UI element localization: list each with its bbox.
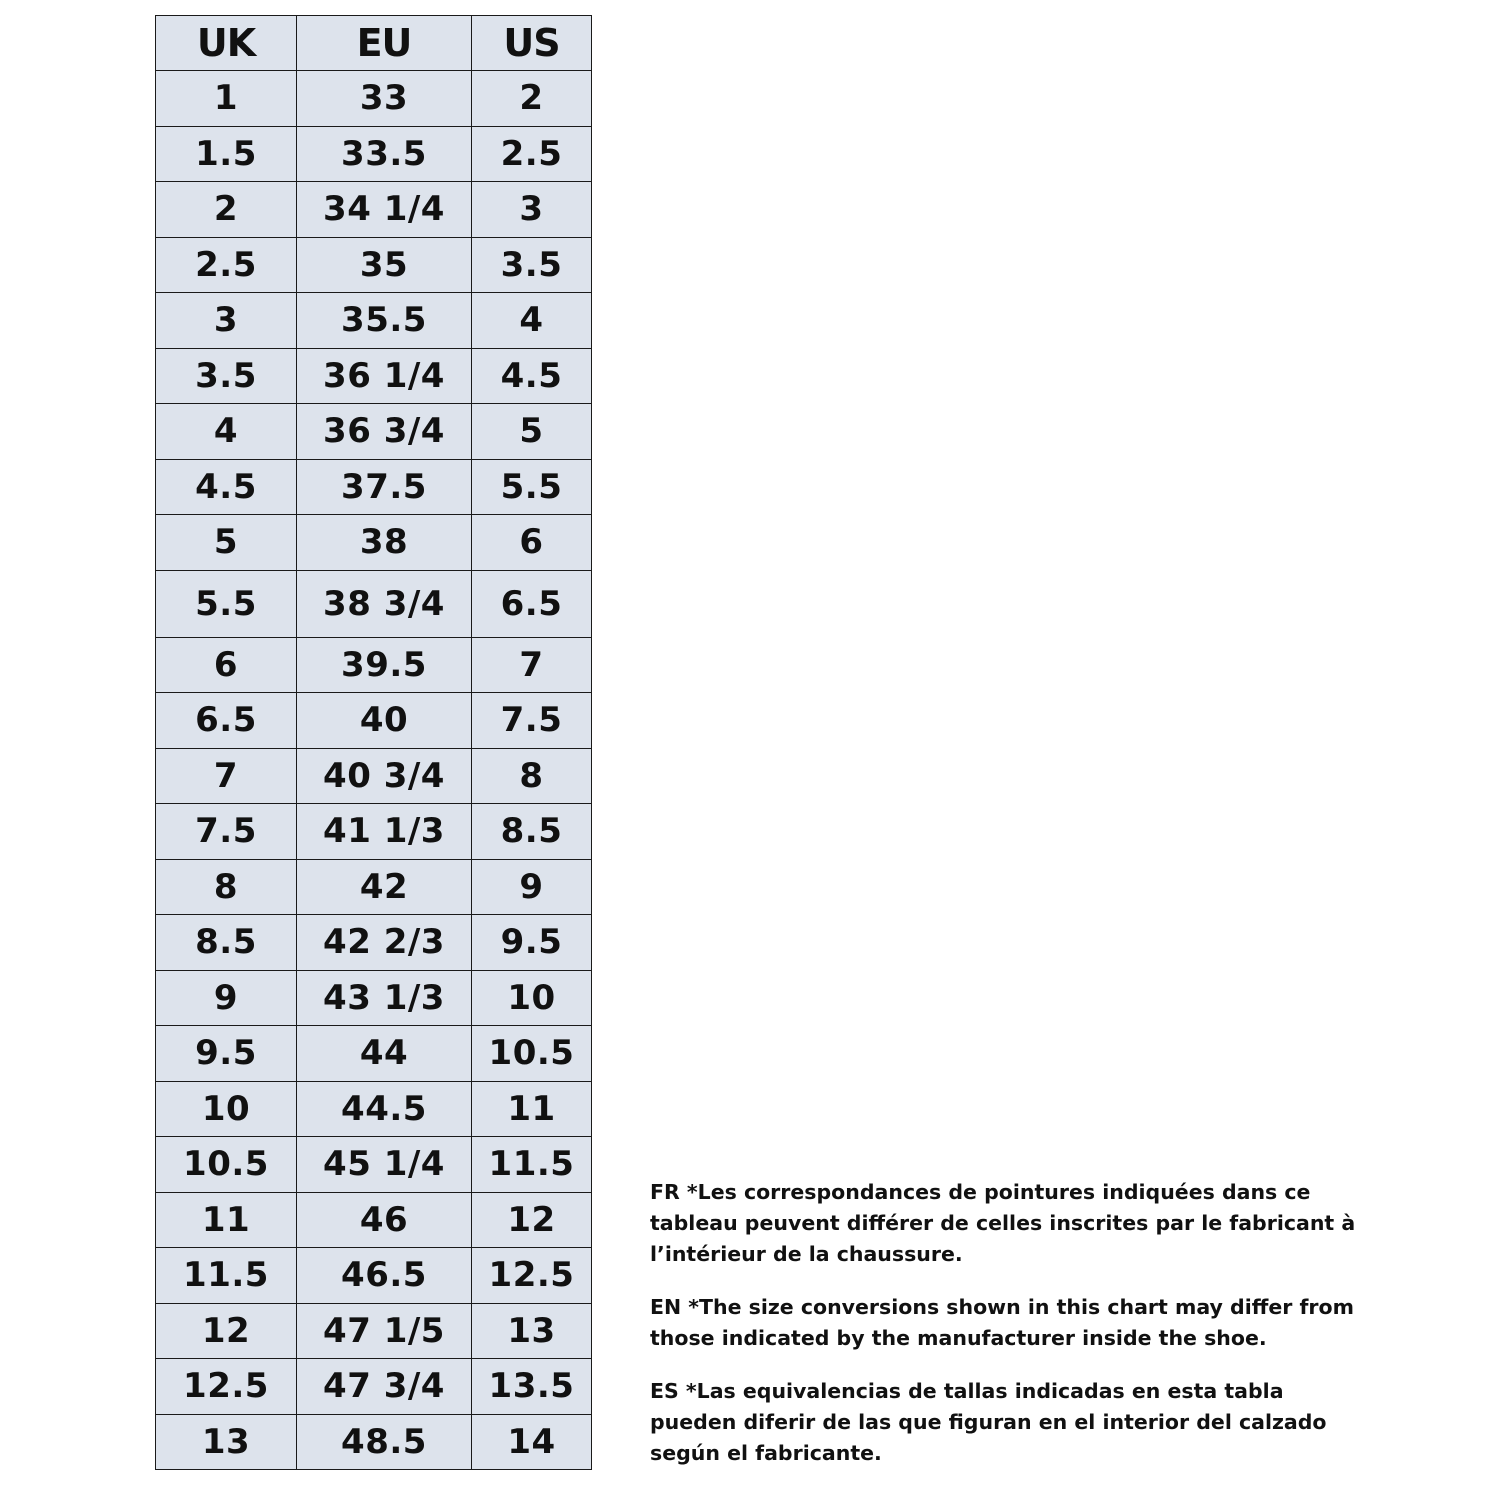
note-fr: FR *Les correspondances de pointures indiquées dans ce tableau peuvent différer de celles inscrites par le fabricant à l’intérieur de la chaussure. [650,1180,1356,1266]
cell-us: 10 [472,970,592,1026]
cell-uk: 13 [156,1414,297,1470]
cell-eu: 37.5 [297,459,472,515]
cell-us: 5.5 [472,459,592,515]
cell-eu: 47 1/5 [297,1303,472,1359]
cell-us: 8 [472,748,592,804]
cell-uk: 2 [156,182,297,238]
cell-us: 6.5 [472,570,592,637]
cell-uk: 3 [156,293,297,349]
cell-uk: 3.5 [156,348,297,404]
cell-eu: 34 1/4 [297,182,472,238]
table-row [156,1137,592,1193]
table-row [156,515,592,571]
cell-eu: 41 1/3 [297,804,472,860]
cell-uk: 9.5 [156,1026,297,1082]
cell-eu: 38 [297,515,472,571]
cell-us: 13.5 [472,1359,592,1415]
cell-eu: 42 [297,859,472,915]
cell-eu: 33 [297,71,472,127]
table-row [156,1414,592,1470]
cell-uk: 12.5 [156,1359,297,1415]
cell-uk: 10 [156,1081,297,1137]
cell-uk: 8.5 [156,915,297,971]
cell-uk: 10.5 [156,1137,297,1193]
cell-uk: 8 [156,859,297,915]
table-row [156,182,592,238]
cell-uk: 5 [156,515,297,571]
table-row [156,804,592,860]
cell-eu: 39.5 [297,637,472,693]
table-row [156,915,592,971]
cell-uk: 1.5 [156,126,297,182]
table-row [156,693,592,749]
cell-us: 11 [472,1081,592,1137]
disclaimer-notes [650,1177,1370,1469]
table-row [156,1248,592,1304]
table-row [156,637,592,693]
cell-eu: 48.5 [297,1414,472,1470]
table-row [156,237,592,293]
cell-eu: 43 1/3 [297,970,472,1026]
cell-us: 7 [472,637,592,693]
cell-us: 8.5 [472,804,592,860]
cell-uk: 7 [156,748,297,804]
cell-uk: 4 [156,404,297,460]
cell-eu: 35.5 [297,293,472,349]
cell-us: 4.5 [472,348,592,404]
table-row [156,1359,592,1415]
cell-eu: 46.5 [297,1248,472,1304]
cell-eu: 47 3/4 [297,1359,472,1415]
cell-eu: 35 [297,237,472,293]
table-header-row [156,16,592,71]
table-row [156,970,592,1026]
cell-us: 9 [472,859,592,915]
cell-us: 12.5 [472,1248,592,1304]
cell-us: 7.5 [472,693,592,749]
table-row [156,293,592,349]
cell-eu: 36 1/4 [297,348,472,404]
size-conversion-table [155,15,592,1470]
cell-us: 11.5 [472,1137,592,1193]
cell-eu: 46 [297,1192,472,1248]
cell-uk: 2.5 [156,237,297,293]
cell-us: 3 [472,182,592,238]
cell-us: 4 [472,293,592,349]
table-row [156,1081,592,1137]
cell-eu: 40 3/4 [297,748,472,804]
header-eu: EU [297,16,472,71]
header-uk: UK [156,16,297,71]
cell-uk: 7.5 [156,804,297,860]
cell-eu: 36 3/4 [297,404,472,460]
cell-us: 2.5 [472,126,592,182]
cell-uk: 1 [156,71,297,127]
header-us: US [472,16,592,71]
cell-us: 14 [472,1414,592,1470]
cell-eu: 40 [297,693,472,749]
cell-uk: 5.5 [156,570,297,637]
cell-uk: 11.5 [156,1248,297,1304]
table-row [156,1303,592,1359]
cell-us: 3.5 [472,237,592,293]
table-body [156,71,592,1470]
cell-eu: 44 [297,1026,472,1082]
cell-us: 12 [472,1192,592,1248]
table-row [156,1026,592,1082]
table-row [156,748,592,804]
cell-us: 13 [472,1303,592,1359]
table-row [156,1192,592,1248]
table-row [156,570,592,637]
table-row [156,71,592,127]
cell-uk: 4.5 [156,459,297,515]
table-row [156,126,592,182]
note-es: ES *Las equivalencias de tallas indicadas en esta tabla pueden diferir de las que figuran en el interior del calzado según el fabricante. [650,1379,1327,1465]
cell-us: 2 [472,71,592,127]
cell-us: 9.5 [472,915,592,971]
note-en: EN *The size conversions shown in this chart may differ from those indicated by the manufacturer inside the shoe. [650,1295,1354,1350]
table-row [156,404,592,460]
table-row [156,348,592,404]
cell-us: 10.5 [472,1026,592,1082]
cell-eu: 33.5 [297,126,472,182]
table-row [156,459,592,515]
cell-uk: 6 [156,637,297,693]
cell-eu: 38 3/4 [297,570,472,637]
cell-uk: 6.5 [156,693,297,749]
cell-eu: 45 1/4 [297,1137,472,1193]
cell-us: 6 [472,515,592,571]
cell-eu: 44.5 [297,1081,472,1137]
cell-eu: 42 2/3 [297,915,472,971]
cell-uk: 12 [156,1303,297,1359]
table-row [156,859,592,915]
cell-uk: 11 [156,1192,297,1248]
cell-us: 5 [472,404,592,460]
cell-uk: 9 [156,970,297,1026]
